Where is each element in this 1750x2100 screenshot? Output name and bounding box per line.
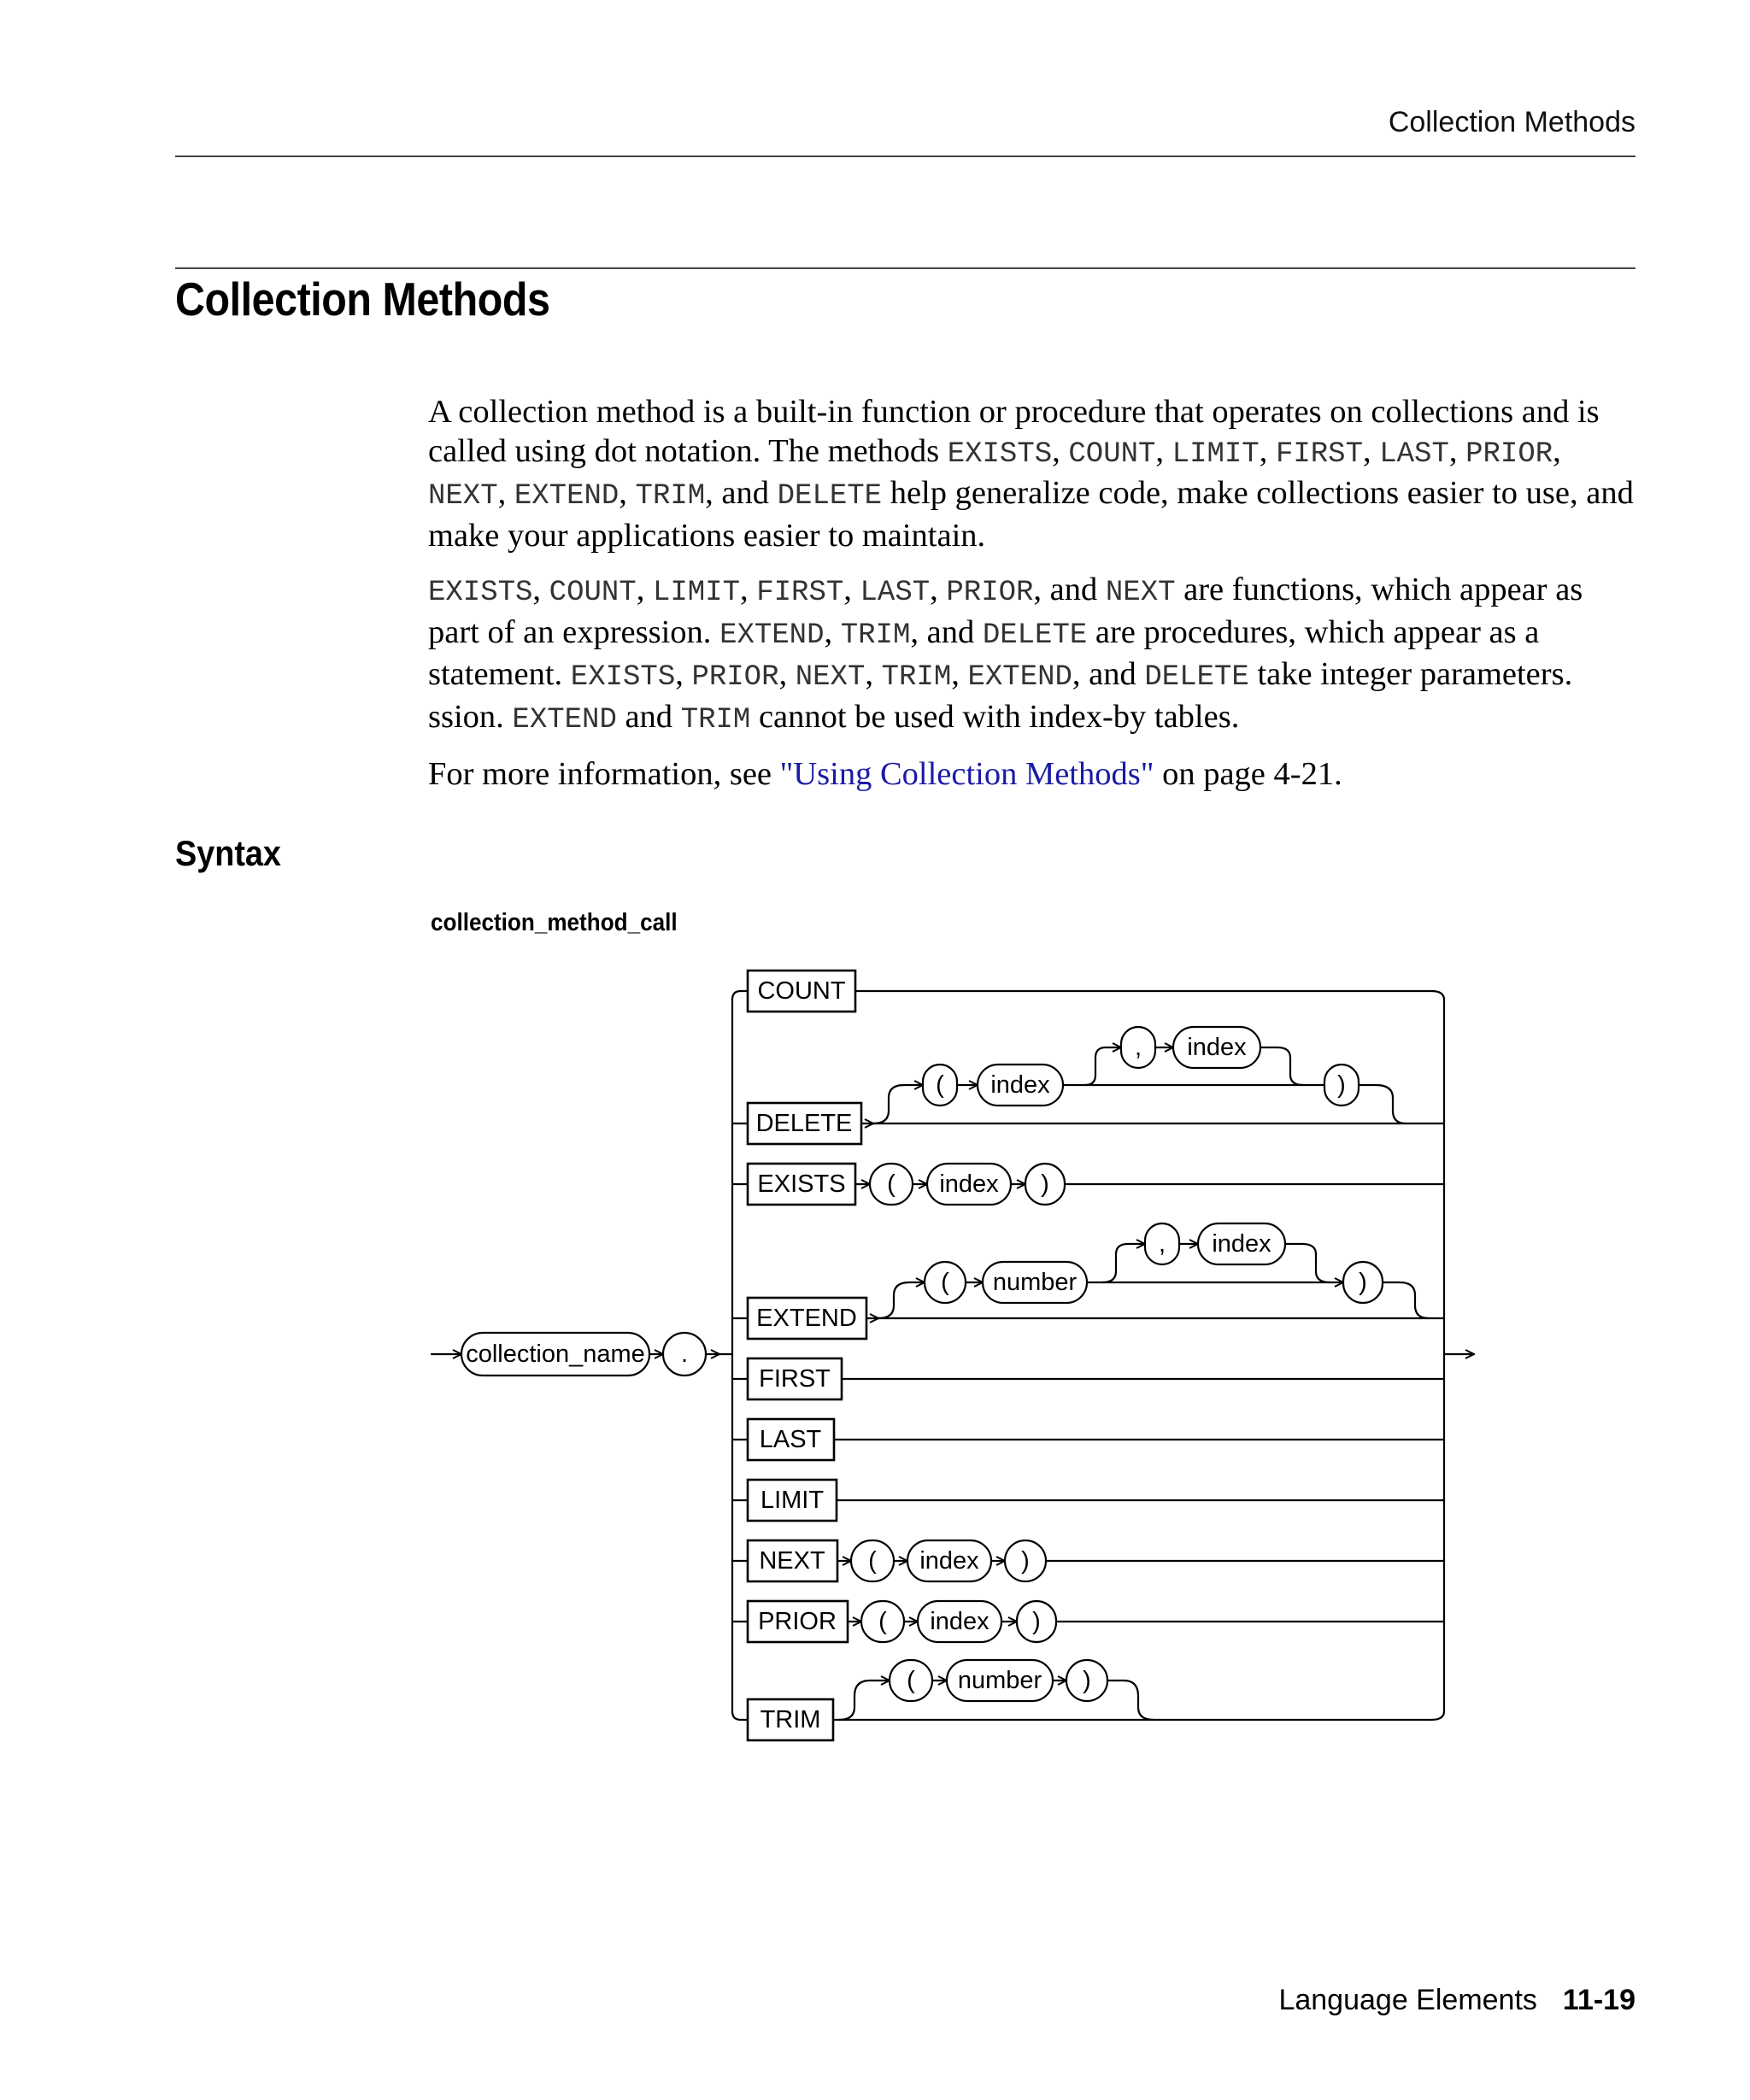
- footer-page-number: 11-19: [1562, 1984, 1635, 2016]
- svg-text:FIRST: FIRST: [759, 1365, 831, 1393]
- using-collection-methods-link[interactable]: "Using Collection Methods": [779, 756, 1154, 792]
- collection-name-terminal: [461, 1333, 649, 1376]
- svg-text:(: (: [878, 1608, 887, 1635]
- running-header: Collection Methods: [1388, 106, 1635, 138]
- delete-close-paren: [1324, 1065, 1359, 1106]
- svg-text:): ): [1032, 1608, 1041, 1635]
- dot-terminal: [663, 1333, 706, 1376]
- delete-index-terminal: [978, 1065, 1063, 1106]
- svg-text:,: ,: [1134, 1034, 1142, 1061]
- exists-index-terminal: [927, 1164, 1011, 1205]
- extend-comma: [1145, 1223, 1179, 1264]
- svg-text:(: (: [887, 1170, 896, 1198]
- svg-text:index: index: [930, 1608, 990, 1635]
- keyword-first-box: [748, 1358, 842, 1399]
- footer-chapter: Language Elements: [1278, 1984, 1537, 2016]
- delete-index2-terminal: [1173, 1027, 1260, 1068]
- svg-text:): ): [1041, 1170, 1049, 1198]
- svg-text:number: number: [957, 1667, 1042, 1694]
- svg-text:.: .: [680, 1340, 689, 1368]
- prior-open-paren: [861, 1601, 904, 1642]
- section-title: Collection Methods: [175, 273, 550, 326]
- svg-text:index: index: [1187, 1034, 1247, 1061]
- keyword-last-box: [748, 1419, 834, 1460]
- svg-text:(: (: [907, 1667, 915, 1694]
- svg-text:index: index: [1212, 1230, 1271, 1258]
- svg-text:LAST: LAST: [759, 1426, 822, 1453]
- keyword-limit-box: [748, 1480, 837, 1521]
- svg-text:index: index: [939, 1170, 999, 1198]
- delete-open-paren: [923, 1065, 957, 1106]
- syntax-heading: Syntax: [175, 833, 281, 873]
- exists-open-paren: [870, 1164, 913, 1205]
- svg-text:,: ,: [1158, 1230, 1166, 1258]
- svg-text:PRIOR: PRIOR: [758, 1608, 837, 1635]
- svg-text:collection_name: collection_name: [466, 1340, 645, 1368]
- keyword-trim-box: [748, 1699, 833, 1740]
- svg-text:NEXT: NEXT: [759, 1547, 825, 1575]
- keyword-exists-box: [748, 1164, 855, 1205]
- next-close-paren: [1005, 1540, 1046, 1581]
- paragraph-intro: A collection method is a built-in function or procedure that operates on collections and is called using dot notation. The methods EXISTS, COUNT, LIMIT, FIRST, LAST, PRIOR, NEXT, EXTEND, TRIM, and DELETE help generalize code, make collections easier to use, and make your applications easier to maintain.: [428, 394, 1634, 554]
- svg-text:(: (: [936, 1071, 944, 1099]
- keyword-next-box: [748, 1540, 837, 1581]
- svg-text:index: index: [990, 1071, 1050, 1099]
- diagram-title: collection_method_call: [431, 909, 678, 936]
- extend-number-terminal: [983, 1262, 1087, 1303]
- paragraph-functions-procedures: EXISTS, COUNT, LIMIT, FIRST, LAST, PRIOR, and NEXT are functions, which appear as part of an expression. EXTEND, TRIM, and DELETE are procedures, which appear as a statement. EXISTS, PRIOR, NEXT, TRIM, EXTEND, and DELETE take integer parameters. ssion. EXTEND and TRIM cannot be used with index-by tables.: [428, 572, 1583, 736]
- svg-text:(: (: [868, 1547, 877, 1575]
- svg-text:): ): [1083, 1667, 1091, 1694]
- svg-text:(: (: [941, 1269, 949, 1296]
- extend-index-terminal: [1198, 1223, 1285, 1264]
- svg-text:COUNT: COUNT: [757, 977, 846, 1005]
- delete-comma: [1121, 1027, 1155, 1068]
- prior-index-terminal: [918, 1601, 1001, 1642]
- extend-close-paren: [1343, 1262, 1383, 1303]
- svg-text:DELETE: DELETE: [755, 1110, 853, 1137]
- prior-close-paren: [1017, 1601, 1056, 1642]
- trim-number-terminal: [947, 1660, 1053, 1701]
- trim-close-paren: [1066, 1660, 1107, 1701]
- page-footer: [1278, 1984, 1635, 2017]
- next-open-paren: [851, 1540, 894, 1581]
- keyword-delete-box: [748, 1103, 861, 1144]
- keyword-count-box: [748, 971, 855, 1012]
- svg-text:EXISTS: EXISTS: [757, 1170, 846, 1198]
- svg-text:TRIM: TRIM: [760, 1706, 821, 1733]
- svg-text:number: number: [992, 1269, 1078, 1296]
- extend-open-paren: [925, 1262, 966, 1303]
- keyword-extend-box: [748, 1298, 866, 1339]
- next-index-terminal: [907, 1540, 991, 1581]
- svg-text:index: index: [919, 1547, 979, 1575]
- exists-close-paren: [1025, 1164, 1065, 1205]
- svg-text:): ): [1021, 1547, 1030, 1575]
- svg-text:): ): [1337, 1071, 1346, 1099]
- paragraph-more-info: For more information, see "Using Collection Methods" on page 4-21.: [428, 756, 1342, 792]
- trim-open-paren: [890, 1660, 932, 1701]
- svg-text:): ): [1359, 1269, 1367, 1296]
- svg-text:EXTEND: EXTEND: [756, 1305, 857, 1332]
- svg-text:LIMIT: LIMIT: [760, 1487, 825, 1514]
- keyword-prior-box: [748, 1601, 848, 1642]
